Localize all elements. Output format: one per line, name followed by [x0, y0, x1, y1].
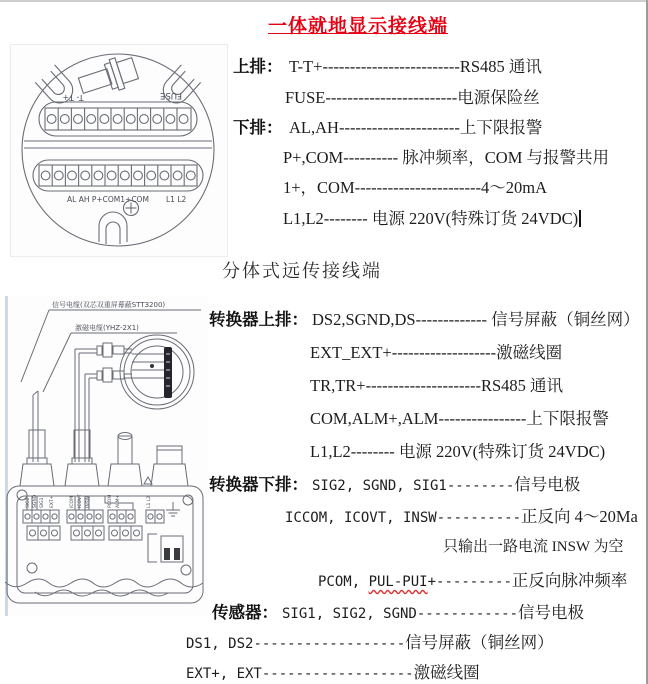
- wiring-line: [310, 405, 609, 429]
- svg-text:SIG2: SIG2: [26, 497, 31, 508]
- terminal-description: 电源保险丝: [457, 88, 540, 107]
- remote-terminal-photo: [5, 296, 208, 616]
- bottom-strip-label-left: AL AH P+COM1+COM: [67, 195, 149, 204]
- wiring-line: [283, 205, 581, 229]
- terminal-names: L1,L2: [310, 442, 351, 461]
- terminal-description: 正反向 4～20Ma: [521, 507, 638, 526]
- integrated-terminal-photo: [10, 44, 228, 257]
- dash-leader: ---------------------: [365, 376, 481, 395]
- terminal-names: SIG1, SIG2, SGND: [282, 606, 417, 622]
- integrated-terminal-diagram: [11, 45, 227, 256]
- terminal-names: ICCOM, ICOVT, INSW: [285, 510, 437, 526]
- terminal-description: RS485 通讯: [459, 57, 542, 76]
- wiring-line: [209, 306, 640, 330]
- row-label: 转换器下排：: [209, 476, 308, 494]
- terminal-names: L1,L2: [283, 209, 324, 228]
- terminal-names-misspelled: PUL-PUI: [368, 574, 428, 590]
- sensor-coil-icon: [120, 335, 194, 409]
- dash-leader: -----------------------: [354, 178, 482, 197]
- terminal-description: 激磁线圈: [496, 343, 563, 362]
- terminal-description: RS485 通讯: [481, 376, 564, 395]
- wiring-note: [443, 535, 624, 556]
- dash-leader: ------------------: [261, 666, 414, 682]
- ground-icon: [166, 502, 180, 516]
- terminal-description: 信号电极: [518, 603, 585, 622]
- connector-plugs-icon: [97, 343, 132, 382]
- terminal-description: 4～20mA: [481, 178, 548, 197]
- terminal-description: 信号电极: [514, 475, 581, 494]
- terminal-description: 上下限报警: [459, 118, 543, 137]
- page-top-edge: [0, 0, 648, 2]
- terminal-description: 信号屏蔽（铜丝网）: [487, 310, 640, 329]
- excitation-cable-lines: [75, 349, 97, 462]
- dash-leader: ----------: [343, 148, 399, 167]
- wiring-line: [186, 659, 480, 683]
- terminal-names: +: [427, 574, 437, 590]
- terminal-names: EXT_EXT+: [310, 343, 392, 362]
- row-label: 下排：: [233, 119, 283, 137]
- svg-text:ICOM: ICOM: [70, 496, 75, 508]
- svg-text:EXT+: EXT+: [50, 495, 55, 508]
- dash-leader: ---------: [436, 574, 512, 590]
- terminal-description: 信号屏蔽（铜丝网）: [405, 633, 554, 652]
- top-terminal-strip: [39, 102, 197, 136]
- svg-text:INSW: INSW: [86, 496, 91, 508]
- section1-title: 一体就地显示接线端: [268, 16, 449, 37]
- wiring-line: [233, 114, 542, 138]
- terminal-names: DS2,SGND,DS: [312, 310, 416, 329]
- terminal-names: DS1, DS2: [186, 636, 254, 652]
- svg-text:SIG1: SIG1: [40, 497, 45, 508]
- wiring-line: [318, 567, 627, 591]
- wiring-line: [310, 372, 563, 396]
- top-strip-label-left: T- T+: [62, 93, 84, 102]
- wiring-line: [209, 471, 580, 495]
- svg-text:L1 L2: L1 L2: [147, 495, 152, 508]
- wiring-line: [212, 599, 584, 623]
- wiring-line: [283, 144, 609, 168]
- break-line: [5, 579, 203, 587]
- terminal-names: T-T+: [289, 57, 323, 76]
- terminal-description: 激磁线圈: [413, 663, 480, 682]
- svg-text:PCOM: PCOM: [108, 494, 113, 508]
- terminal-description: 只输出一路电流 INSW 为空: [443, 539, 624, 555]
- terminal-description: 电源 220V(特殊订货 24VDC): [367, 209, 579, 228]
- terminal-names: AL,AH: [289, 118, 339, 137]
- remote-terminal-diagram: [5, 296, 208, 616]
- wiring-line: [310, 438, 605, 462]
- row-label: 上排：: [233, 58, 283, 76]
- dash-leader: ------------------------: [325, 88, 458, 107]
- dash-leader: -------------------: [391, 343, 497, 362]
- bottom-terminal-strip: [33, 160, 203, 191]
- dash-leader: ----------: [436, 510, 522, 526]
- terminal-names: PCOM,: [318, 574, 369, 590]
- dash-leader: --------: [350, 442, 395, 461]
- housing-circle: [22, 54, 214, 246]
- dash-leader: -------------: [415, 310, 488, 329]
- terminal-names: EXT+, EXT: [186, 666, 262, 682]
- mount-slot-bottom-icon: [99, 212, 127, 244]
- wiring-line: [310, 339, 562, 363]
- dash-leader: --------: [323, 209, 368, 228]
- cable-glands: [20, 430, 188, 486]
- wiring-line: [283, 174, 547, 198]
- terminal-names: COM,ALM+,ALM: [310, 409, 439, 428]
- svg-text:ICOVT: ICOVT: [78, 494, 83, 508]
- terminal-names: TR,TR+: [310, 376, 366, 395]
- dash-leader: -------------------------: [322, 57, 460, 76]
- terminal-names: SIG2, SGND, SIG1: [312, 478, 447, 494]
- dash-leader: ----------------------: [338, 118, 460, 137]
- dash-leader: ------------: [416, 606, 519, 622]
- wiring-line: [285, 84, 540, 108]
- terminal-description: 电源 220V(特殊订货 24VDC): [394, 442, 606, 461]
- svg-text:SGND: SGND: [33, 494, 38, 508]
- signal-cable-lines: [33, 391, 38, 462]
- dash-leader: ----------------: [438, 409, 527, 428]
- wiring-line: [186, 629, 554, 653]
- terminal-names: P+,COM: [283, 148, 344, 167]
- terminal-names: 1+，COM: [283, 178, 355, 197]
- terminal-description: 正反向脉冲频率: [511, 571, 628, 590]
- terminal-names: FUSE: [285, 88, 326, 107]
- dash-leader: ------------------: [253, 636, 406, 652]
- terminal-description: 脉冲频率，COM 与报警共用: [398, 148, 609, 167]
- section2-title: 分体式远传接线端: [222, 261, 382, 281]
- signal-cable-callout: 信号电缆(双芯双重屏幕蔽STT3200): [52, 301, 166, 309]
- dash-leader: --------: [446, 478, 515, 494]
- excitation-cable-callout: 激磁电缆(YHZ-2X1): [75, 324, 139, 332]
- row-label: 转换器上排：: [209, 311, 308, 329]
- wiring-line: [233, 53, 542, 77]
- wiring-line: [285, 503, 638, 527]
- svg-text:ALM+: ALM+: [116, 494, 121, 508]
- terminal-description: 上下限报警: [526, 409, 609, 428]
- top-strip-label-right: FUSE: [160, 90, 182, 100]
- text-cursor: [579, 210, 581, 227]
- row-label: 传感器：: [212, 604, 278, 622]
- bottom-strip-label-right: L1 L2: [166, 195, 187, 204]
